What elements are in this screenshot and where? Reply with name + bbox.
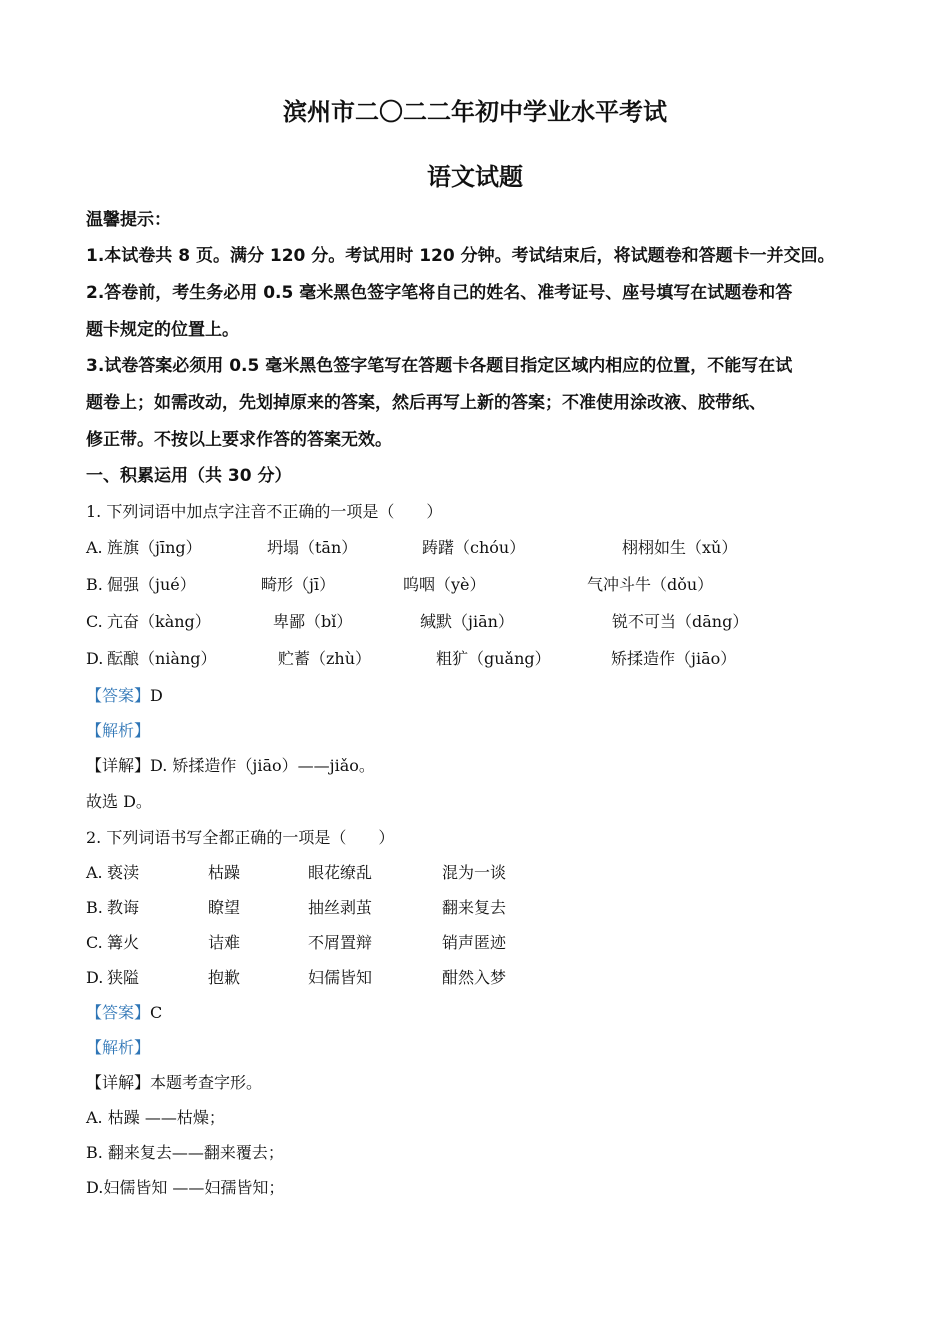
exam-title: 滨州市二〇二二年初中学业水平考试 — [283, 98, 667, 126]
q1-row-d-item-3: 粗犷（guǎng） — [436, 649, 551, 668]
q2-row-a-item-3: 眼花缭乱 — [308, 863, 373, 882]
answer-tag: 【答案】 — [86, 1003, 151, 1022]
q1-row-c-item-1: 亢奋（kàng） — [107, 612, 211, 631]
q2-row-a-item-1: 亵渎 — [107, 863, 140, 882]
q2-row-c-item-2: 诘难 — [208, 933, 241, 952]
q2-row-d-item-4: 酣然入梦 — [442, 968, 507, 987]
q1-stem: 1. 下列词语中加点字注音不正确的一项是（ ） — [86, 502, 443, 521]
q1-row-b-item-3: 呜咽（yè） — [403, 575, 486, 594]
q1-answer-value: D — [150, 686, 163, 705]
notice-item-2-line-1: 2.答卷前，考生务必用 0.5 毫米黑色签字笔将自己的姓名、准考证号、座号填写在试题卷和答 — [86, 283, 793, 303]
q2-row-b-item-1: 教诲 — [107, 898, 140, 917]
q1-row-c-item-2: 卑鄙（bǐ） — [273, 612, 353, 631]
notice-item-2-line-2: 题卡规定的位置上。 — [86, 320, 239, 340]
q1-answer — [86, 685, 163, 707]
q1-row-a-item-3: 踌躇（chóu） — [422, 538, 526, 557]
q2-answer — [86, 1002, 162, 1024]
q2-row-c-item-1: 篝火 — [107, 933, 140, 952]
q1-row-c-item-4: 锐不可当（dāng） — [612, 612, 749, 631]
q1-row-b-label: B. — [86, 575, 103, 594]
notice-item-3-line-3: 修正带。不按以上要求作答的答案无效。 — [86, 430, 392, 450]
q2-row-d-item-3: 妇儒皆知 — [308, 968, 373, 987]
q2-fix-a: A. 枯躁 ——枯燥； — [86, 1108, 225, 1127]
q1-row-d-label: D. — [86, 649, 104, 668]
q2-row-b-label: B. — [86, 898, 103, 917]
q2-fix-b: B. 翻来复去——翻来覆去； — [86, 1143, 284, 1162]
q1-detail: 【详解】D. 矫揉造作（jiāo）——jiǎo。 — [86, 756, 375, 775]
q1-row-a-item-4: 栩栩如生（xǔ） — [622, 538, 738, 557]
q2-row-a-item-2: 枯躁 — [208, 863, 241, 882]
q2-fix-d: D.妇儒皆知 ——妇孺皆知； — [86, 1178, 285, 1197]
q2-row-d-label: D. — [86, 968, 104, 987]
q1-row-a-item-2: 坍塌（tān） — [267, 538, 358, 557]
q1-row-b-item-4: 气冲斗牛（dǒu） — [587, 575, 714, 594]
q2-row-b-item-4: 翻来复去 — [442, 898, 507, 917]
q2-answer-value: C — [150, 1003, 163, 1022]
q2-row-c-item-4: 销声匿迹 — [442, 933, 507, 952]
q1-row-a-item-1: 旌旗（jīng） — [107, 538, 202, 557]
exam-subtitle: 语文试题 — [427, 163, 523, 191]
q1-row-d-item-2: 贮蓄（zhù） — [278, 649, 372, 668]
q2-row-c-label: C. — [86, 933, 103, 952]
notice-item-3-line-2: 题卷上；如需改动，先划掉原来的答案，然后再写上新的答案；不准使用涂改液、胶带纸、 — [86, 393, 766, 413]
answer-tag: 【答案】 — [86, 686, 151, 705]
q1-row-d-item-4: 矫揉造作（jiāo） — [611, 649, 737, 668]
q2-row-b-item-3: 抽丝剥茧 — [308, 898, 373, 917]
q1-row-d-item-1: 酝酿（niàng） — [107, 649, 217, 668]
q1-row-b-item-1: 倔强（jué） — [107, 575, 196, 594]
q2-row-c-item-3: 不屑置辩 — [308, 933, 373, 952]
notice-item-3-line-1: 3.试卷答案必须用 0.5 毫米黑色签字笔写在答题卡各题目指定区域内相应的位置，不能写在试 — [86, 356, 793, 376]
q1-row-c-label: C. — [86, 612, 103, 631]
q1-conclusion: 故选 D。 — [86, 792, 152, 811]
q2-row-a-item-4: 混为一谈 — [442, 863, 507, 882]
q1-analysis-tag: 【解析】 — [86, 721, 151, 740]
q1-row-c-item-3: 缄默（jiān） — [420, 612, 514, 631]
q2-detail: 【详解】本题考查字形。 — [86, 1073, 263, 1092]
q1-row-a-label: A. — [86, 538, 103, 557]
q2-row-a-label: A. — [86, 863, 103, 882]
q1-row-b-item-2: 畸形（jī） — [261, 575, 336, 594]
q2-analysis-tag: 【解析】 — [86, 1038, 151, 1057]
q2-row-b-item-2: 瞭望 — [208, 898, 241, 917]
q2-stem: 2. 下列词语书写全都正确的一项是（ ） — [86, 828, 395, 847]
q2-row-d-item-1: 狭隘 — [107, 968, 140, 987]
q2-row-d-item-2: 抱歉 — [208, 968, 241, 987]
notice-heading: 温馨提示： — [86, 210, 171, 230]
notice-item-1: 1.本试卷共 8 页。满分 120 分。考试用时 120 分钟。考试结束后，将试题卷和答题卡一并交回。 — [86, 246, 835, 266]
section-1-heading: 一、积累运用（共 30 分） — [86, 466, 292, 486]
